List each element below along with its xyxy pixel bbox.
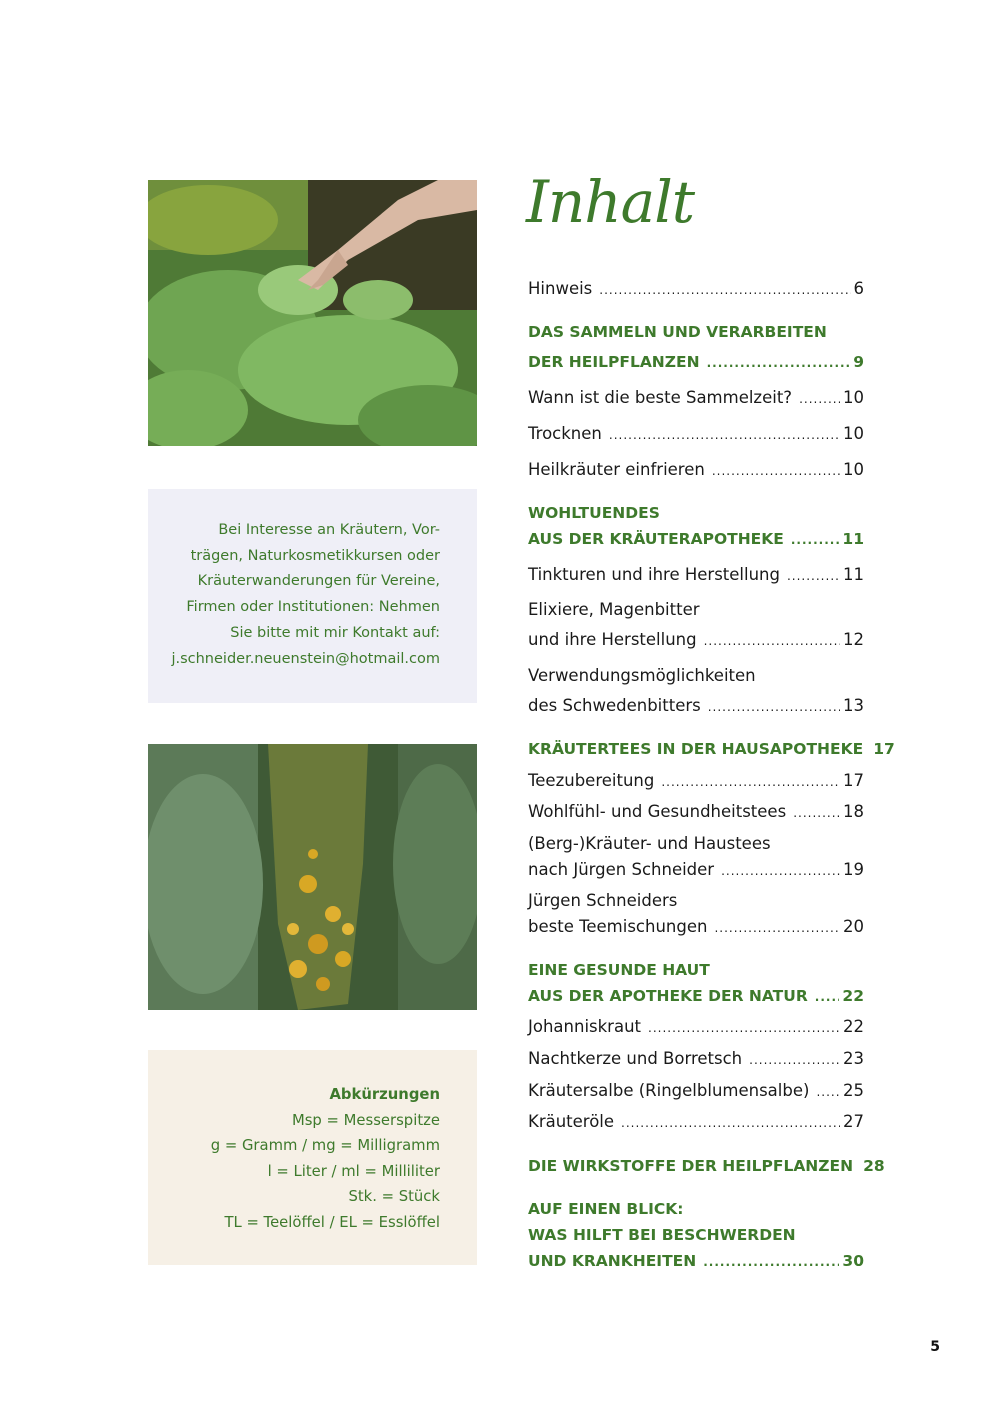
contact-line: Sie bitte mit mir Kontakt auf: <box>230 624 440 641</box>
toc-entry-text: KRÄUTERTEES IN DER HAUSAPOTHEKE <box>528 740 864 758</box>
toc-entry[interactable] <box>528 801 864 824</box>
abbreviation-line: TL = Teelöffel / EL = Esslöffel <box>224 1213 440 1231</box>
toc-entry-page: 27 <box>843 1112 864 1131</box>
abbreviations-box <box>148 1050 477 1265</box>
abbreviation-line: g = Gramm / mg = Milligramm <box>210 1137 440 1155</box>
toc-entry[interactable] <box>528 695 864 718</box>
toc-entry-text: Wann ist die beste Sammelzeit? <box>528 388 793 407</box>
toc-entry[interactable] <box>528 1048 864 1071</box>
toc-entry-page: 28 <box>863 1157 885 1175</box>
toc-entry-text: nach Jürgen Schneider <box>528 860 715 879</box>
toc-entry-text: UND KRANKHEITEN <box>528 1252 697 1270</box>
toc-entry-text: WAS HILFT BEI BESCHWERDEN <box>528 1226 796 1244</box>
toc-entry-page: 22 <box>842 987 864 1005</box>
toc-entry-text: WOHLTUENDES <box>528 504 660 522</box>
toc-section[interactable] <box>528 1155 885 1178</box>
toc-entry-text: Teezubereitung <box>528 771 655 790</box>
toc-section[interactable] <box>528 351 864 374</box>
toc-entry[interactable] <box>528 564 864 587</box>
toc-entry-page: 30 <box>842 1252 864 1270</box>
toc-entry-page: 9 <box>853 353 864 371</box>
page-number: 5 <box>930 1339 940 1355</box>
toc-entry-text: Kräutersalbe (Ringelblumensalbe) <box>528 1081 810 1100</box>
toc-entry[interactable] <box>528 1080 864 1103</box>
toc-entry-text: DAS SAMMELN UND VERARBEITEN <box>528 323 827 341</box>
toc-entry-text: und ihre Herstellung <box>528 630 697 649</box>
toc-entry-text: EINE GESUNDE HAUT <box>528 961 710 979</box>
toc-entry-text: beste Teemischungen <box>528 917 708 936</box>
abbreviation-line: Msp = Messerspitze <box>291 1111 440 1129</box>
toc-entry-page: 25 <box>843 1081 864 1100</box>
toc-entry[interactable] <box>528 423 864 446</box>
toc-entry[interactable] <box>528 770 864 793</box>
toc-title: Inhalt <box>526 168 695 236</box>
toc-entry[interactable] <box>528 387 864 410</box>
toc-entry-page: 11 <box>843 565 864 584</box>
toc-section <box>528 1224 864 1246</box>
toc-entry[interactable] <box>528 1016 864 1039</box>
abbreviation-line: l = Liter / ml = Milliliter <box>267 1162 440 1180</box>
toc-entry-page: 18 <box>843 802 864 821</box>
toc-entry-page: 19 <box>843 860 864 879</box>
abbreviation-line: Stk. = Stück <box>348 1188 440 1206</box>
toc-entry-text: Tinkturen und ihre Herstellung <box>528 565 780 584</box>
abbreviations-title: Abkürzungen <box>329 1086 440 1103</box>
toc-entry <box>528 833 864 855</box>
toc-entry[interactable] <box>528 1111 864 1134</box>
toc-entry-text: Johanniskraut <box>528 1017 642 1036</box>
toc-entry-page: 6 <box>853 279 864 298</box>
toc-entry-text: des Schwedenbitters <box>528 696 701 715</box>
toc-entry-text: (Berg-)Kräuter- und Haustees <box>528 834 771 853</box>
toc-entry-page: 20 <box>843 917 864 936</box>
contact-line: Bei Interesse an Kräutern, Vor- <box>218 522 440 538</box>
toc-entry-page: 10 <box>843 424 864 443</box>
toc-entry <box>528 599 864 621</box>
contact-email[interactable]: j.schneider.neuenstein@hotmail.com <box>171 650 440 667</box>
toc-entry-page: 10 <box>843 460 864 479</box>
toc-entry-text: AUF EINEN BLICK: <box>528 1200 684 1218</box>
drying-herbs-photo <box>148 744 477 1010</box>
toc-entry-text: DER HEILPFLANZEN <box>528 353 700 371</box>
toc-entry[interactable] <box>528 629 864 652</box>
toc-entry-text: Kräuteröle <box>528 1112 615 1131</box>
toc-section <box>528 959 864 981</box>
toc-section <box>528 1198 864 1220</box>
toc-entry-page: 12 <box>843 630 864 649</box>
toc-entry-text: Nachtkerze und Borretsch <box>528 1049 743 1068</box>
toc-entry-page: 13 <box>843 696 864 715</box>
contact-line: Firmen oder Institutionen: Nehmen <box>186 599 440 616</box>
toc-entry-page: 17 <box>873 740 895 758</box>
toc-section <box>528 502 864 524</box>
toc-entry-page: 17 <box>843 771 864 790</box>
toc-entry-text: Jürgen Schneiders <box>528 891 678 910</box>
toc-entry-text: Trocknen <box>528 424 602 443</box>
contact-line: Kräuterwanderungen für Vereine, <box>197 573 440 590</box>
toc-entry <box>528 665 864 687</box>
toc-entry-text: DIE WIRKSTOFFE DER HEILPFLANZEN <box>528 1157 854 1175</box>
contact-info-box <box>148 489 477 703</box>
toc-section[interactable] <box>528 985 864 1008</box>
toc-entry-text: Heilkräuter einfrieren <box>528 460 705 479</box>
toc-entry[interactable] <box>528 459 864 482</box>
toc-entry-text: Hinweis <box>528 279 593 298</box>
toc-section[interactable] <box>528 738 895 761</box>
toc-section <box>528 321 864 343</box>
toc-entry[interactable] <box>528 859 864 882</box>
toc-entry-text: Elixiere, Magenbitter <box>528 600 700 619</box>
toc-entry-page: 11 <box>842 530 864 548</box>
toc-entry[interactable] <box>528 278 864 301</box>
toc-entry-page: 23 <box>843 1049 864 1068</box>
toc-entry-text: Wohlfühl- und Gesundheitstees <box>528 802 787 821</box>
toc-entry-text: AUS DER KRÄUTERAPOTHEKE <box>528 530 784 548</box>
toc-entry-text: Verwendungsmöglichkeiten <box>528 666 756 685</box>
herb-field-photo <box>148 180 477 446</box>
toc-section[interactable] <box>528 1250 864 1273</box>
toc-entry[interactable] <box>528 916 864 939</box>
toc-entry-text: AUS DER APOTHEKE DER NATUR <box>528 987 808 1005</box>
toc-section[interactable] <box>528 528 864 551</box>
toc-entry <box>528 890 864 912</box>
toc-entry-page: 10 <box>843 388 864 407</box>
contact-line: trägen, Naturkosmetikkursen oder <box>190 547 440 564</box>
toc-entry-page: 22 <box>843 1017 864 1036</box>
